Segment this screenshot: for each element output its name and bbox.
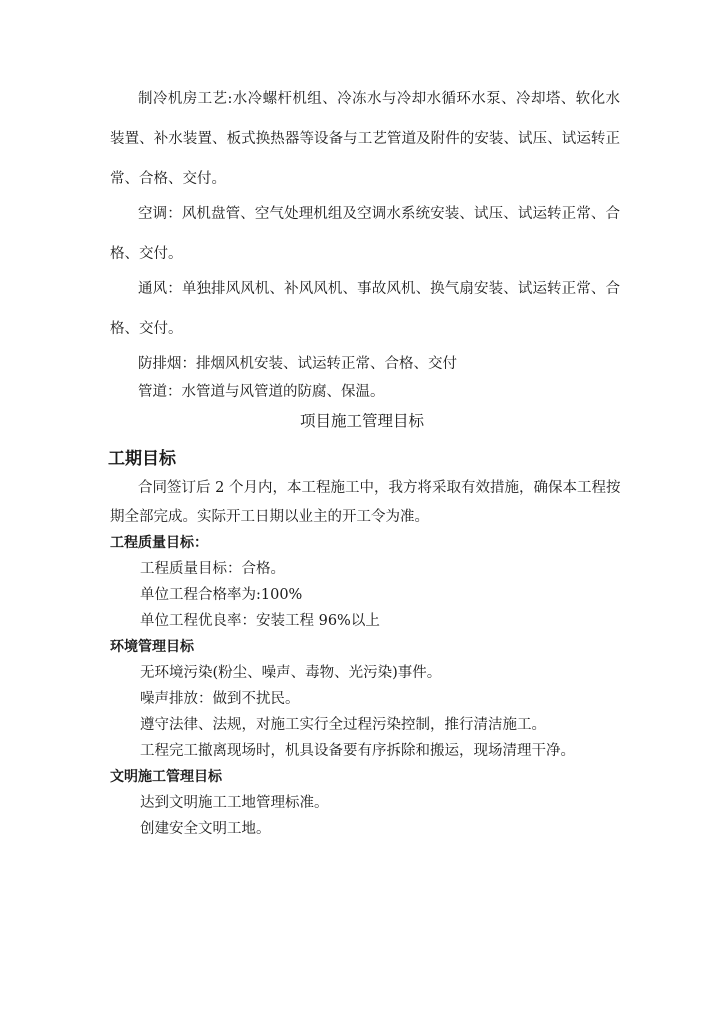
heading-quality-goal: 工程质量目标：	[110, 535, 208, 551]
environment-item-4: 工程完工撤离现场时，机具设备要有序拆除和搬运，现场清理干净。	[140, 743, 575, 759]
schedule-text-line2: 期全部完成。实际开工日期以业主的开工令为准。	[110, 509, 429, 525]
environment-item-1: 无环境污染(粉尘、噪声、毒物、光污染)事件。	[140, 665, 442, 681]
heading-schedule-goal: 工期目标	[108, 449, 176, 469]
environment-item-3: 遵守法律、法规，对施工实行全过程污染控制，推行清洁施工。	[140, 717, 546, 733]
paragraph-refrigeration-line2: 装置、补水装置、板式换热器等设备与工艺管道及附件的安装、试压、试运转正	[110, 131, 620, 147]
paragraph-ventilation-line2: 格、交付。	[110, 321, 183, 337]
main-title: 项目施工管理目标	[299, 412, 424, 430]
civilized-item-2: 创建安全文明工地。	[140, 821, 271, 837]
environment-item-2: 噪声排放：做到不扰民。	[140, 691, 300, 707]
paragraph-smoke-exhaust: 防排烟：排烟风机安装、试运转正常、合格、交付	[138, 356, 457, 372]
quality-item-2: 单位工程合格率为:100%	[140, 587, 303, 603]
paragraph-aircon-line1: 空调：风机盘管、空气处理机组及空调水系统安装、试压、试运转正常、合	[138, 206, 620, 222]
paragraph-refrigeration-line3: 常、合格、交付。	[110, 171, 226, 187]
paragraph-piping: 管道：水管道与风管道的防腐、保温。	[138, 384, 385, 400]
heading-environment-goal: 环境管理目标	[110, 639, 194, 655]
paragraph-aircon-line2: 格、交付。	[110, 246, 183, 262]
heading-civilized-construction-goal: 文明施工管理目标	[110, 769, 222, 785]
quality-item-3: 单位工程优良率：安装工程 96%以上	[140, 613, 380, 629]
quality-item-1: 工程质量目标：合格。	[140, 561, 285, 577]
paragraph-ventilation-line1: 通风：单独排风风机、补风风机、事故风机、换气扇安装、试运转正常、合	[138, 281, 620, 297]
civilized-item-1: 达到文明施工工地管理标准。	[140, 795, 329, 811]
schedule-text-line1: 合同签订后 2 个月内，本工程施工中，我方将采取有效措施，确保本工程按	[138, 480, 620, 496]
paragraph-refrigeration-line1: 制冷机房工艺:水冷螺杆机组、冷冻水与冷却水循环水泵、冷却塔、软化水	[138, 91, 620, 107]
